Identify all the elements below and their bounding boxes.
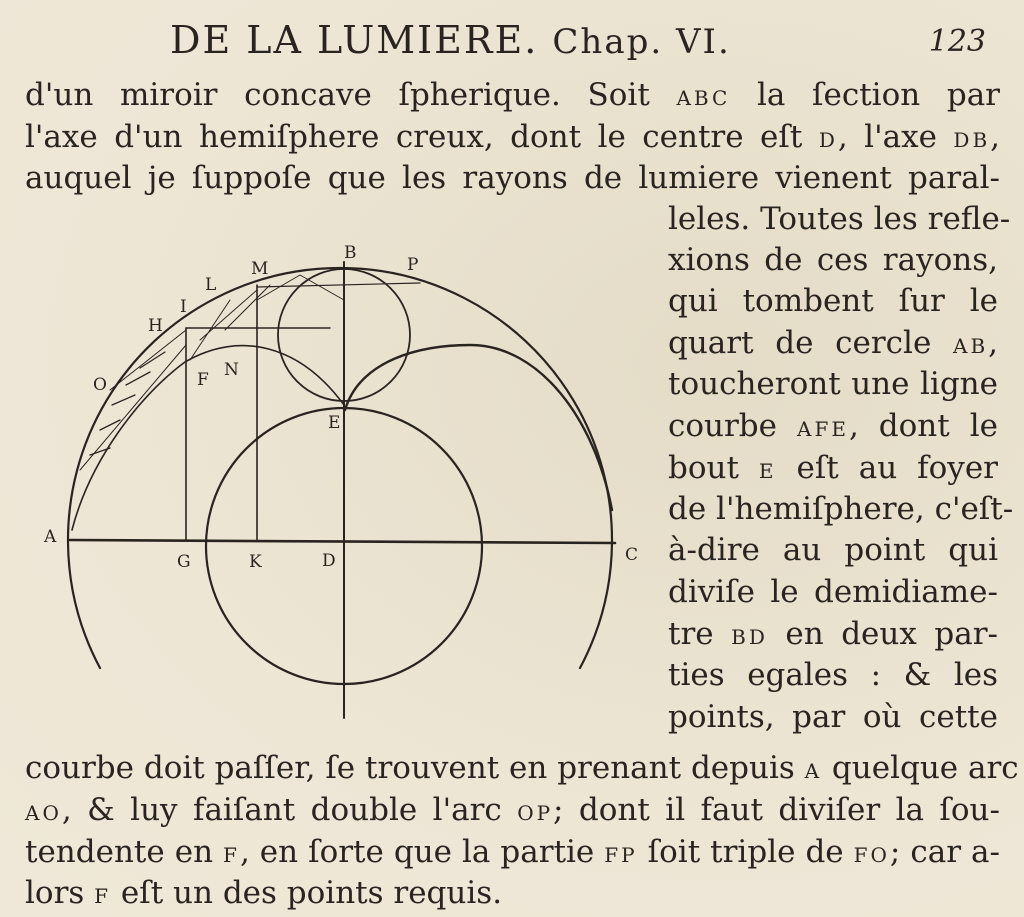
axis-ac bbox=[70, 540, 615, 543]
right-large-curve bbox=[345, 345, 612, 510]
column-line-1: leles. Toutes les refle- bbox=[668, 201, 1011, 237]
label-h: H bbox=[148, 316, 163, 336]
column-line-2: xions de ces rayons, bbox=[668, 242, 998, 278]
column-line-6: courbe AFE, dont le bbox=[668, 408, 998, 444]
label-k: K bbox=[249, 552, 262, 572]
column-line-7: bout E eſt au foyer bbox=[668, 450, 998, 486]
label-f: F bbox=[197, 370, 209, 390]
column-line-11: tre BD en deux par- bbox=[668, 616, 998, 652]
label-p: P bbox=[407, 255, 419, 275]
bottom-line-2: AO, & luy faiſant double l'arc OP; dont il faut diviſer la ſou- bbox=[25, 792, 1000, 828]
column-line-4: quart de cercle AB, bbox=[668, 325, 998, 361]
label-a: A bbox=[44, 527, 57, 547]
column-line-8: de l'hemiſphere, c'eſt- bbox=[668, 491, 1014, 527]
bottom-line-1: courbe doit paſſer, ſe trouvent en prenant depuis A quelque arc bbox=[25, 750, 1019, 786]
column-line-12: ties egales : & les bbox=[668, 657, 998, 693]
column-line-10: diviſe le demidiame- bbox=[668, 574, 998, 610]
title-text: DE LA LUMIERE. bbox=[170, 18, 539, 62]
chapter-text: Chap. VI. bbox=[552, 22, 731, 62]
column-line-5: toucheront une ligne bbox=[668, 366, 998, 402]
reflection-rays bbox=[80, 275, 344, 470]
label-e: E bbox=[328, 413, 341, 433]
label-m: M bbox=[251, 259, 269, 279]
bottom-line-4: lors F eſt un des points requis. bbox=[25, 875, 503, 911]
text-line-2: l'axe d'un hemiſphere creux, dont le centre eſt D, l'axe DB, bbox=[25, 119, 1000, 155]
label-i: I bbox=[180, 297, 187, 317]
label-b: B bbox=[344, 243, 357, 263]
text-line-3: auquel je ſuppoſe que les rayons de lumiere vienent paral- bbox=[25, 160, 1000, 196]
page-number: 123 bbox=[928, 24, 986, 59]
column-line-13: points, par où cette bbox=[668, 699, 998, 735]
bottom-line-3: tendente en F, en ſorte que la partie FP ſoit triple de FO; car a- bbox=[25, 834, 1000, 870]
label-c: C bbox=[625, 545, 639, 565]
line-mp bbox=[257, 283, 420, 287]
label-l: L bbox=[205, 275, 217, 295]
column-line-9: à-dire au point qui bbox=[668, 532, 998, 568]
text-line-1: d'un miroir concave ſpherique. Soit ABC la ſection par bbox=[25, 77, 1000, 113]
label-g: G bbox=[177, 552, 191, 572]
label-o: O bbox=[93, 375, 107, 395]
column-line-3: qui tombent ſur le bbox=[668, 283, 998, 319]
tick-marks bbox=[90, 352, 165, 455]
label-d: D bbox=[322, 551, 336, 571]
label-n: N bbox=[224, 360, 239, 380]
